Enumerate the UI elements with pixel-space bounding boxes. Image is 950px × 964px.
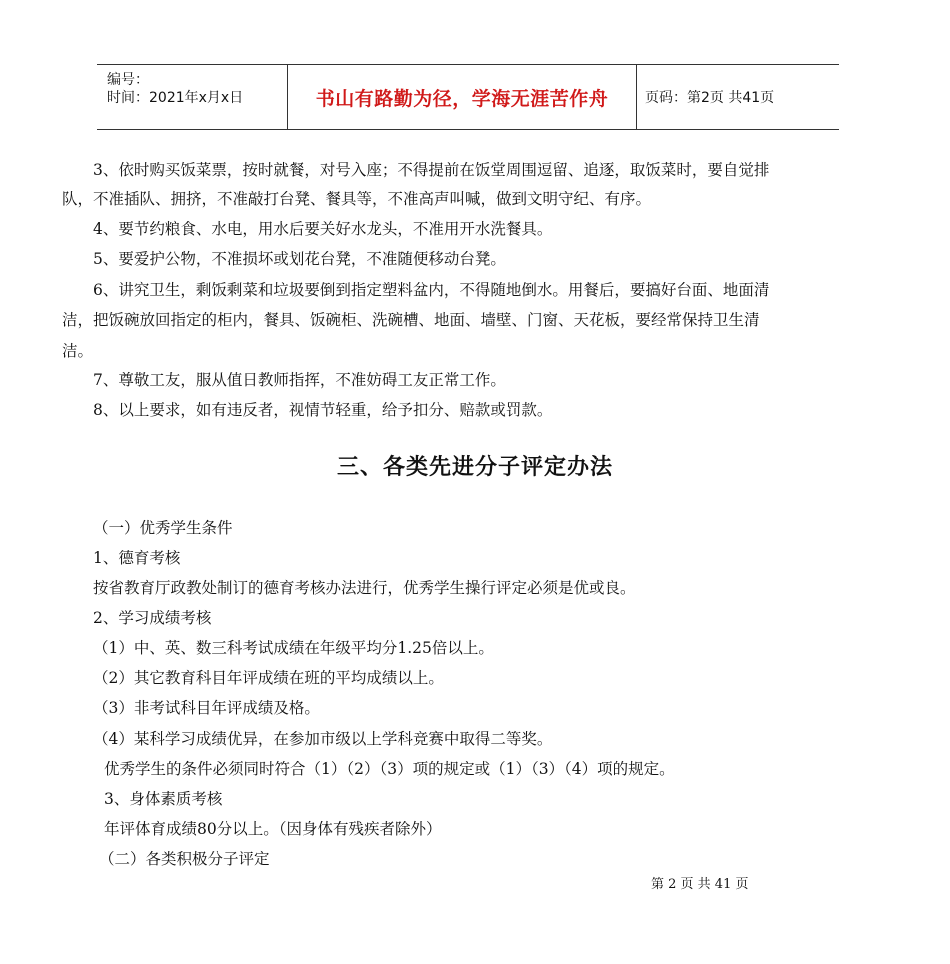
header-divider [636, 65, 637, 129]
list-item: （1）中、英、数三科考试成绩在年级平均分1.25倍以上。 [93, 639, 494, 657]
date-label: 时间：2021年x月x日 [107, 90, 244, 106]
paragraph-line: 3、依时购买饭菜票，按时就餐，对号入座；不得提前在饭堂周围逗留、追逐，取饭菜时，要自觉排 [93, 161, 770, 179]
number-label: 编号： [107, 72, 149, 88]
page-footer: 第 2 页 共 41 页 [651, 877, 749, 892]
paragraph-line: 洁。 [62, 342, 94, 360]
subsection-heading: （一）优秀学生条件 [93, 519, 233, 537]
paragraph-line: 8、以上要求，如有违反者，视情节轻重，给予扣分、赔款或罚款。 [93, 401, 553, 419]
list-item: （3）非考试科目年评成绩及格。 [93, 699, 320, 717]
subsection-heading: （二）各类积极分子评定 [99, 850, 270, 868]
header-page-info: 页码：第2页 共41页 [645, 90, 775, 106]
paragraph-line: 年评体育成绩80分以上。（因身体有残疾者除外） [104, 820, 442, 838]
item-heading: 1、德育考核 [93, 549, 181, 567]
paragraph-line: 优秀学生的条件必须同时符合（1）（2）（3）项的规定或（1）（3）（4）项的规定。 [104, 760, 675, 778]
section-title: 三、各类先进分子评定办法 [336, 455, 613, 480]
page-header [97, 64, 839, 130]
header-meta [97, 65, 287, 129]
paragraph-line: 队，不准插队、拥挤，不准敲打台凳、餐具等，不准高声叫喊，做到文明守纪、有序。 [62, 190, 652, 208]
item-heading: 3、身体素质考核 [104, 790, 223, 808]
paragraph-line: 7、尊敬工友，服从值日教师指挥，不准妨碍工友正常工作。 [93, 371, 506, 389]
header-motto: 书山有路勤为径，学海无涯苦作舟 [315, 87, 609, 110]
list-item: （4）某科学习成绩优异，在参加市级以上学科竞赛中取得二等奖。 [93, 730, 553, 748]
paragraph-line: 6、讲究卫生，剩饭剩菜和垃圾要倒到指定塑料盆内，不得随地倒水。用餐后，要搞好台面、地面清 [93, 281, 770, 299]
list-item: （2）其它教育科目年评成绩在班的平均成绩以上。 [93, 669, 444, 687]
paragraph-line: 4、要节约粮食、水电，用水后要关好水龙头，不准用开水洗餐具。 [93, 220, 553, 238]
paragraph-line: 按省教育厅政教处制订的德育考核办法进行，优秀学生操行评定必须是优或良。 [93, 579, 636, 597]
paragraph-line: 洁，把饭碗放回指定的柜内，餐具、饭碗柜、洗碗槽、地面、墙壁、门窗、天花板，要经常保持卫生清 [62, 311, 760, 329]
item-heading: 2、学习成绩考核 [93, 609, 212, 627]
paragraph-line: 5、要爱护公物，不准损坏或划花台凳，不准随便移动台凳。 [93, 250, 506, 268]
